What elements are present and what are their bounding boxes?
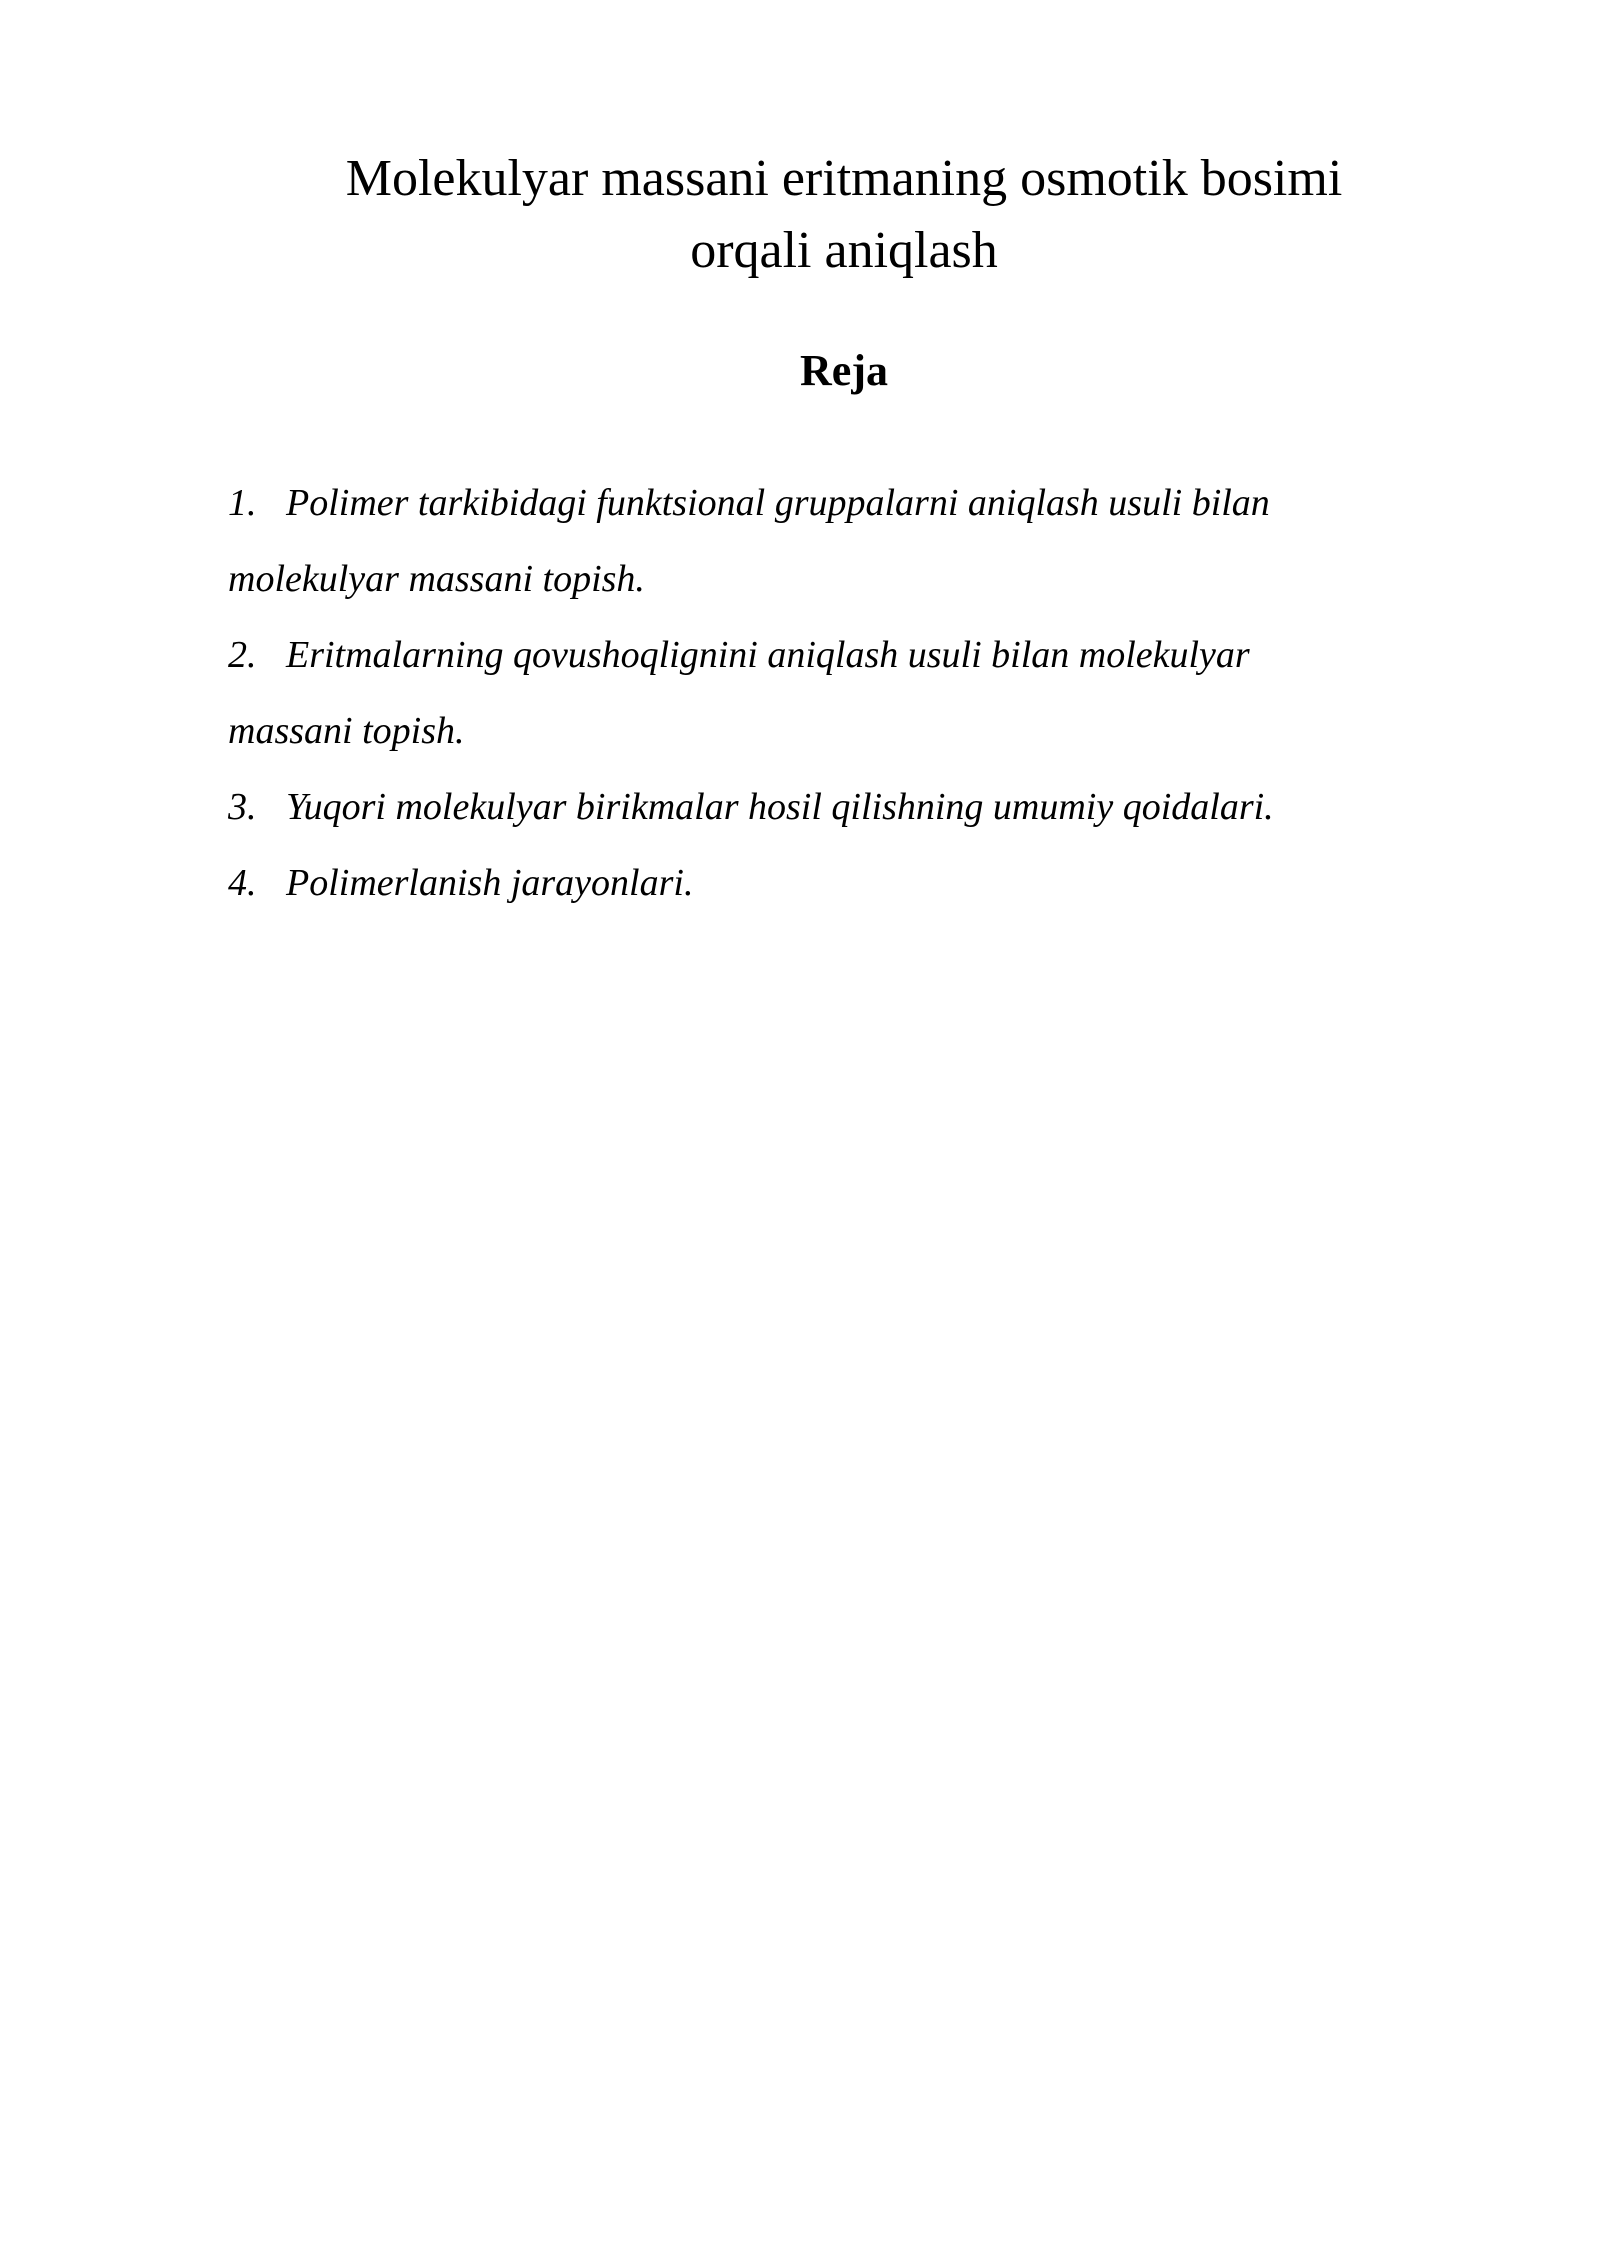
list-item-number: 3.: [228, 786, 257, 828]
list-item-text: Polimer tarkibidagi funktsional gruppalarni aniqlash usuli bilan: [286, 482, 1270, 524]
list-item-number: 1.: [228, 482, 257, 524]
document-title-line-2: orqali aniqlash: [690, 222, 998, 279]
list-item: [228, 845, 1480, 921]
list-item: [228, 769, 1480, 845]
list-item: [228, 617, 1480, 769]
list-item-first-line: [228, 769, 1480, 845]
list-item-number: 4.: [228, 862, 257, 904]
list-item-wrapped-line: massani topish.: [228, 710, 465, 752]
list-item-text: Eritmalarning qovushoqlignini aniqlash usuli bilan molekulyar: [286, 634, 1250, 676]
list-item-number: 2.: [228, 634, 257, 676]
document-title-line-1: Molekulyar massani eritmaning osmotik bosimi: [345, 150, 1343, 207]
plan-list: [228, 465, 1480, 921]
list-item-first-line: [228, 465, 1480, 541]
list-item-text: Polimerlanish jarayonlari.: [286, 862, 694, 904]
plan-heading: Reja: [800, 346, 888, 395]
list-item-text: Yuqori molekulyar birikmalar hosil qilishning umumiy qoidalari.: [286, 786, 1274, 828]
list-item-wrapped-line: molekulyar massani topish.: [228, 558, 645, 600]
list-item-first-line: [228, 845, 1480, 921]
list-item-first-line: [228, 617, 1480, 693]
document-title: [228, 143, 1460, 287]
list-item: [228, 465, 1480, 617]
